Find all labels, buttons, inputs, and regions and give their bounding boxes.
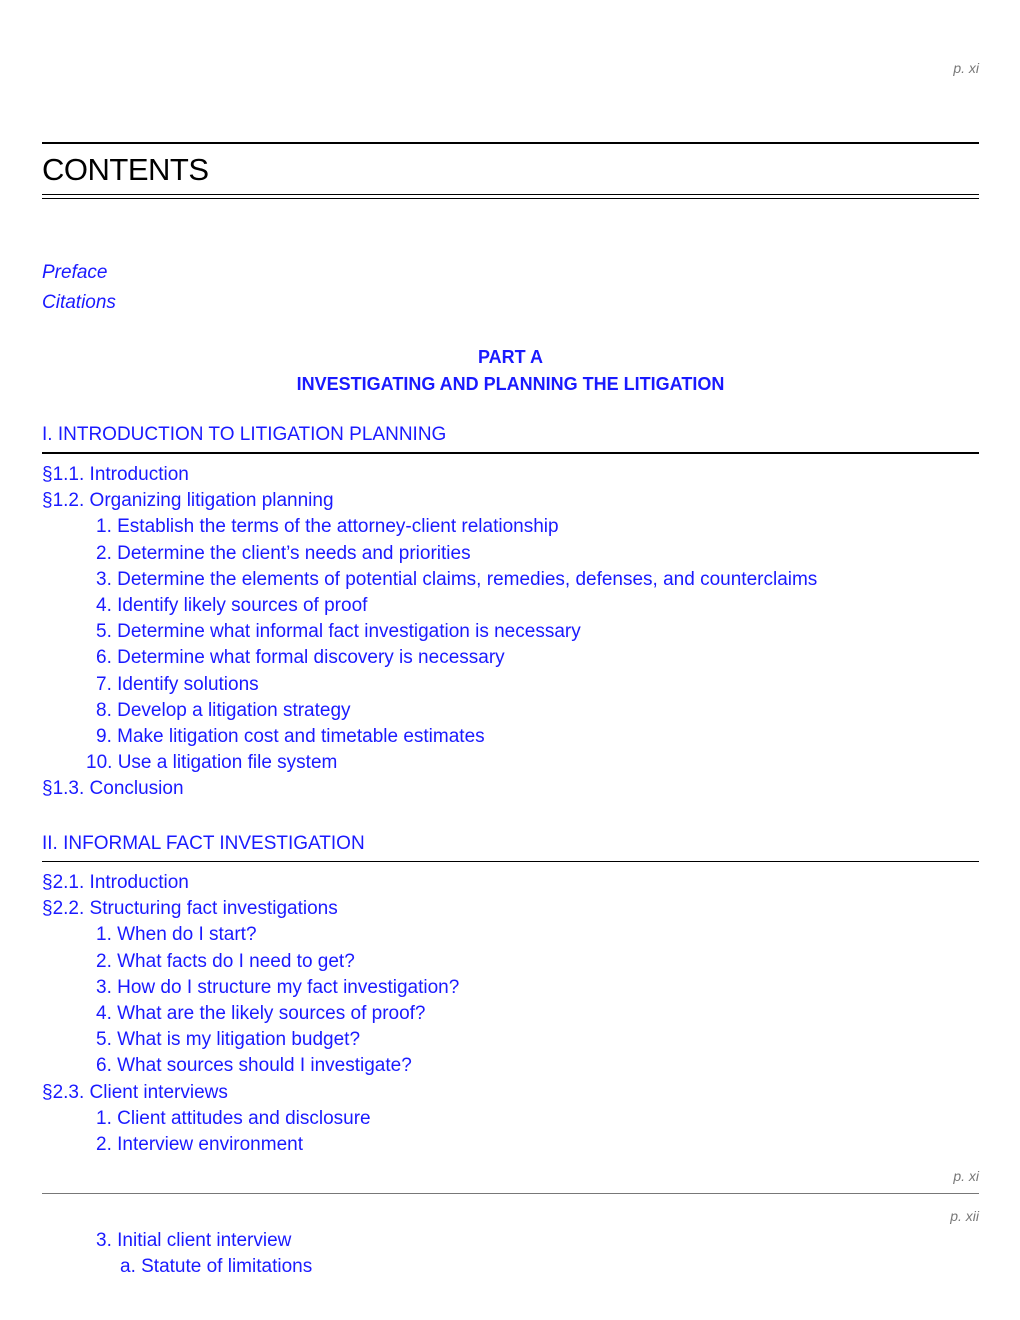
page-marker-end: p. xi: [953, 1168, 979, 1184]
chapter-section: [42, 422, 979, 803]
toc-section-link[interactable]: §2.2. Structuring fact investigations: [42, 898, 338, 920]
toc-subsection-link[interactable]: 10. Use a litigation file system: [86, 752, 338, 774]
toc-section-link[interactable]: §1.1. Introduction: [42, 464, 189, 485]
toc-subsection-link[interactable]: 3. How do I structure my fact investigation?: [96, 976, 460, 998]
part-title: INVESTIGATING AND PLANNING THE LITIGATION: [296, 374, 725, 394]
toc-subsection-link[interactable]: 2. Determine the client’s needs and priorities: [96, 542, 471, 564]
toc-subsection-link[interactable]: 8. Develop a litigation strategy: [96, 699, 351, 721]
citations-link[interactable]: Citations: [42, 292, 116, 313]
toc-entry-list: [42, 462, 979, 803]
chapter-title[interactable]: II. INFORMAL FACT INVESTIGATION: [42, 831, 979, 862]
toc-section-link[interactable]: §2.3. Client interviews: [42, 1081, 228, 1103]
chapter-section: [42, 831, 979, 1158]
toc-section-link[interactable]: §2.1. Introduction: [42, 872, 189, 893]
toc-subsubsection-link[interactable]: a. Statute of limitations: [120, 1256, 313, 1278]
toc-subsection-link[interactable]: 4. Identify likely sources of proof: [96, 595, 368, 617]
part-heading[interactable]: [42, 344, 979, 398]
header-rule-bottom: [42, 194, 979, 199]
toc-entry-list-continued: [42, 1228, 979, 1280]
toc-subsection-link[interactable]: 2. What facts do I need to get?: [96, 950, 355, 972]
toc-subsection-link[interactable]: 4. What are the likely sources of proof?: [96, 1003, 426, 1025]
toc-entry-list: [42, 870, 979, 1158]
preface-link[interactable]: Preface: [42, 262, 108, 283]
toc-subsection-link[interactable]: 2. Interview environment: [96, 1134, 303, 1156]
part-label: PART A: [478, 347, 543, 367]
toc-subsection-link[interactable]: 5. Determine what informal fact investigation is necessary: [96, 621, 581, 643]
toc-subsection-link[interactable]: 5. What is my litigation budget?: [96, 1029, 361, 1051]
toc-subsection-link[interactable]: 1. Establish the terms of the attorney-client relationship: [96, 516, 559, 538]
toc-subsection-link[interactable]: 3. Determine the elements of potential claims, remedies, defenses, and counterclaims: [96, 568, 818, 590]
toc-subsection-link[interactable]: 1. Client attitudes and disclosure: [96, 1107, 371, 1129]
front-matter-links: [42, 258, 116, 318]
page-break-divider: [42, 1193, 979, 1194]
toc-subsection-link[interactable]: 7. Identify solutions: [96, 673, 259, 695]
toc-subsection-link[interactable]: 3. Initial client interview: [96, 1230, 292, 1251]
chapter-title[interactable]: I. INTRODUCTION TO LITIGATION PLANNING: [42, 422, 979, 454]
toc-subsection-link[interactable]: 6. What sources should I investigate?: [96, 1055, 412, 1077]
toc-subsection-link[interactable]: 6. Determine what formal discovery is necessary: [96, 647, 505, 669]
toc-page: [42, 0, 979, 1320]
header-rule-top: [42, 142, 979, 144]
page-title: CONTENTS: [42, 152, 209, 187]
toc-subsection-link[interactable]: 1. When do I start?: [96, 924, 257, 946]
toc-section-link[interactable]: §1.2. Organizing litigation planning: [42, 490, 334, 512]
toc-subsection-link[interactable]: 9. Make litigation cost and timetable estimates: [96, 726, 485, 748]
toc-section-link[interactable]: §1.3. Conclusion: [42, 778, 184, 800]
contents-header: [42, 142, 979, 199]
page-marker-next: p. xii: [950, 1208, 979, 1224]
page-marker-top: p. xi: [953, 60, 979, 76]
